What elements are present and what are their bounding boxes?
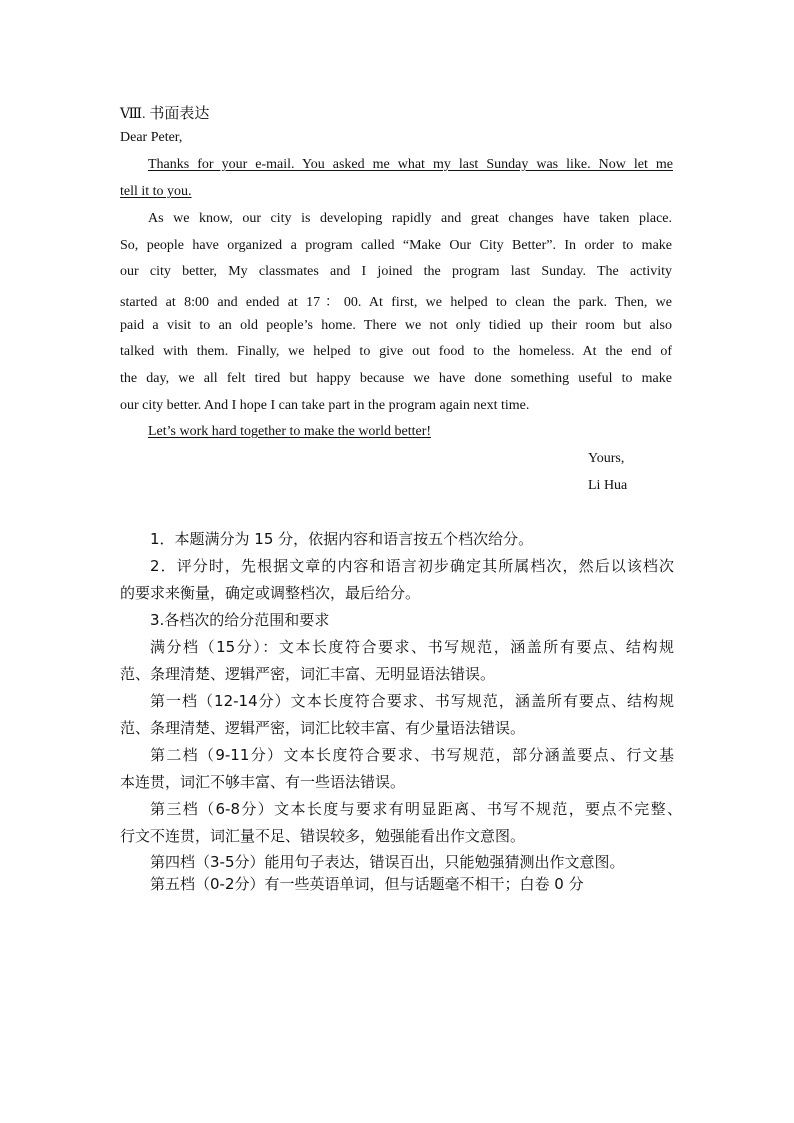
section-title: 书面表达 — [149, 104, 210, 122]
letter-body-line: our city better. And I hope I can take part in the program again next time. — [120, 398, 530, 413]
section-heading — [120, 102, 209, 123]
letter-body-line: the day, we all felt tired but happy because we have done something useful to make — [120, 371, 672, 386]
rubric-line: 3.各档次的给分范围和要求 — [150, 611, 330, 629]
rubric-line: 本连贯，词汇不够丰富、有一些语法错误。 — [120, 773, 406, 791]
letter-body-line: So, people have organized a program called “Make Our City Better”. In order to make — [120, 238, 672, 253]
letter-signoff: Yours, — [588, 451, 625, 466]
letter-body-line: talked with them. Finally, we helped to give out food to the homeless. At the end of — [120, 344, 672, 359]
letter-body-line: paid a visit to an old people’s home. There we not only tidied up their room but also — [120, 318, 672, 333]
rubric-line: 行文不连贯，词汇量不足、错误较多，勉强能看出作文意图。 — [120, 827, 526, 845]
section-numeral: Ⅷ. — [120, 107, 146, 122]
rubric-line: 的要求来衡量，确定或调整档次，最后给分。 — [120, 584, 421, 602]
rubric-line: 第四档（3-5分）能用句子表达，错误百出，只能勉强猜测出作文意图。 — [150, 853, 625, 871]
letter-closing-line: Let’s work hard together to make the world better! — [148, 424, 432, 439]
rubric-line: 2．评分时，先根据文章的内容和语言初步确定其所属档次，然后以该档次 — [150, 557, 674, 575]
rubric-line: 满分档（15分）：文本长度符合要求、书写规范，涵盖所有要点、结构规 — [150, 638, 674, 656]
rubric-line: 第三档（6-8分）文本长度与要求有明显距离、书写不规范，要点不完整、 — [150, 800, 682, 818]
letter-body-line: started at 8:00 and ended at 17：00. At first, we helped to clean the park. Then, we — [120, 295, 672, 310]
rubric-line: 1．本题满分为 15 分，依据内容和语言按五个档次给分。 — [150, 530, 534, 548]
rubric-line: 第五档（0-2分）有一些英语单词，但与话题毫不相干；白卷 0 分 — [150, 875, 584, 893]
rubric-line: 范、条理清楚、逻辑严密，词汇丰富、无明显语法错误。 — [120, 665, 496, 683]
rubric-line: 第二档（9-11分）文本长度符合要求、书写规范，部分涵盖要点、行文基 — [150, 746, 674, 764]
rubric-line: 第一档（12-14分）文本长度符合要求、书写规范，涵盖所有要点、结构规 — [150, 692, 674, 710]
letter-opening-line: Thanks for your e-mail. You asked me what my last Sunday was like. Now let me — [148, 157, 673, 172]
letter-body-line: As we know, our city is developing rapidly and great changes have taken place. — [148, 211, 672, 226]
letter-body-line: our city better, My classmates and I joined the program last Sunday. The activity — [120, 264, 672, 279]
rubric-line: 范、条理清楚、逻辑严密，词汇比较丰富、有少量语法错误。 — [120, 719, 526, 737]
letter-signature: Li Hua — [588, 478, 628, 493]
letter-salutation: Dear Peter, — [120, 130, 183, 145]
letter-opening-line: tell it to you. — [120, 184, 192, 199]
